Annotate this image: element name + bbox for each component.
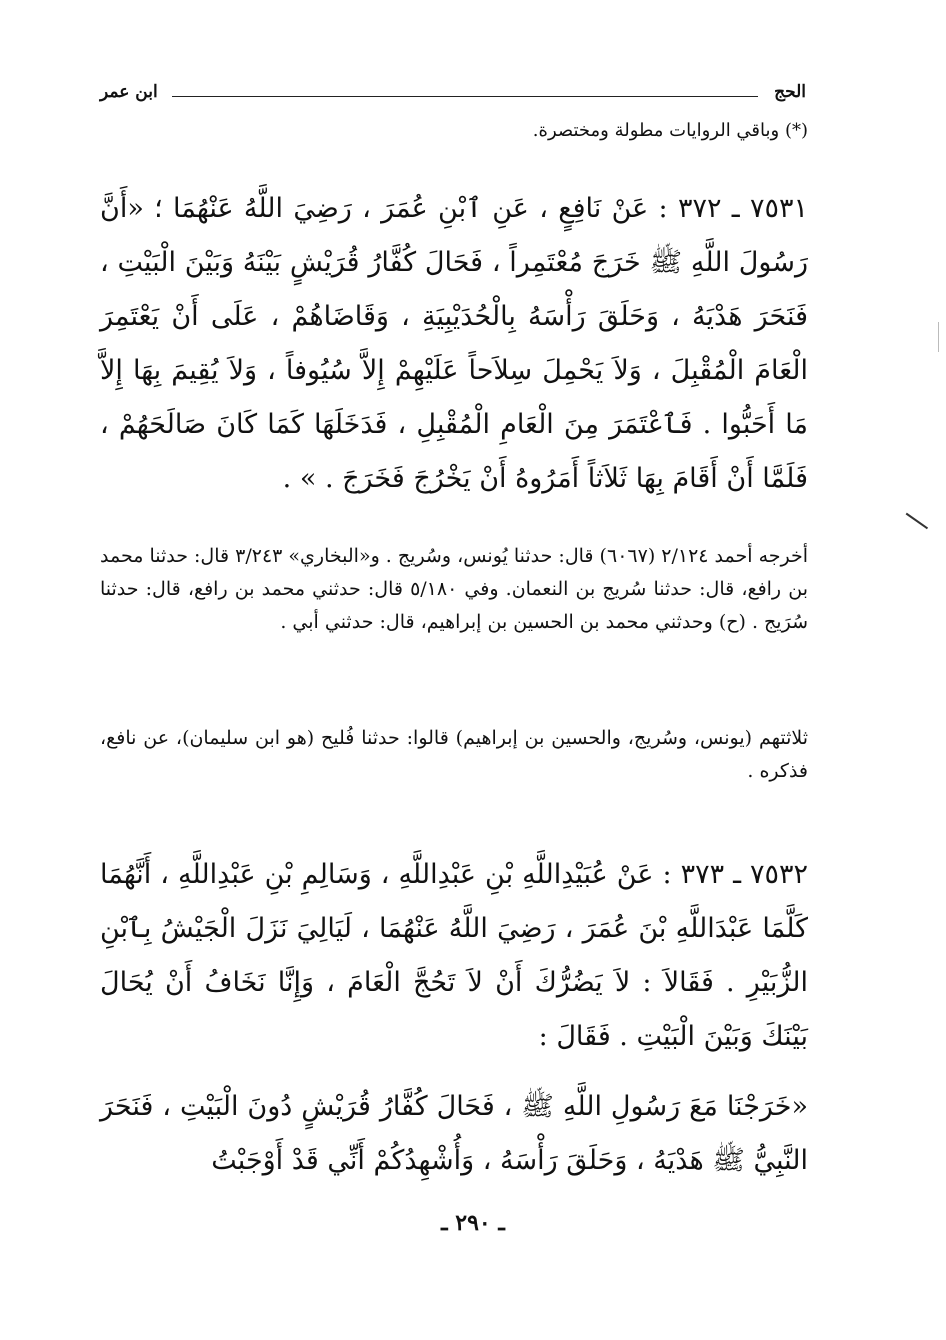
footnote-continuation: (*) وباقي الروايات مطولة ومختصرة. <box>532 120 808 141</box>
narrator-title: ابن عمر <box>100 82 158 102</box>
hadith-7531: ٧٥٣١ ـ ٣٧٢ : عَنْ نَافِعٍ ، عَنِ ٱبْنِ عُمَرَ ، رَضِيَ اللَّهُ عَنْهُمَا ؛ «أَنَّ رَسُولَ اللَّهِ ﷺ خَرَجَ مُعْتَمِراً ، فَحَالَ كُفَّارُ قُرَيْشٍ بَيْنَهُ وَبَيْنَ الْبَيْتِ ، فَنَحَرَ هَدْيَهُ ، وَحَلَقَ رَأْسَهُ بِالْحُدَيْبِيَةِ ، وَقَاضَاهُمْ ، عَلَى أَنْ يَعْتَمِرَ الْعَامَ الْمُقْبِلَ ، وَلاَ يَحْمِلَ سِلاَحاً عَلَيْهِمْ إِلاَّ سُيُوفاً ، وَلاَ يُقِيمَ بِهَا إِلاَّ مَا أَحَبُّوا . فَٱعْتَمَرَ مِنَ الْعَامِ الْمُقْبِلِ ، فَدَخَلَهَا كَمَا كَانَ صَالَحَهُمْ ، فَلَمَّا أَنْ أَقَامَ بِهَا ثَلاَثاً أَمَرُوهُ أَنْ يَخْرُجَ فَخَرَجَ . » . <box>100 193 809 494</box>
hadith-7532-intro: ٧٥٣٢ ـ ٣٧٣ : عَنْ عُبَيْدِاللَّهِ بْنِ عَبْدِاللَّهِ ، وَسَالِمِ بْنِ عَبْدِاللَّهِ ، أَنَّهُمَا كَلَّمَا عَبْدَاللَّهِ بْنَ عُمَرَ ، رَضِيَ اللَّهُ عَنْهُمَا ، لَيَالِيَ نَزَلَ الْجَيْشُ بِٱبْنِ الزُّبَيْرِ . فَقَالاَ : لاَ يَضُرُّكَ أَنْ لاَ تَحُجَّ الْعَامَ ، وَإِنَّا نَخَافُ أَنْ يُحَالَ بَيْنَكَ وَبَيْنَ الْبَيْتِ . فَقَالَ : <box>100 859 809 1052</box>
scan-mark <box>906 513 928 529</box>
running-header <box>100 82 806 112</box>
chapter-title: الحج <box>774 82 806 102</box>
scan-mark <box>938 322 939 352</box>
takhrij-7531-sources: أخرجه أحمد ٢/١٢٤ (٦٠٦٧) قال: حدثنا يُونس، وسُريج . و«البخاري» ٣/٢٤٣ قال: حدثنا محمد بن رافع، قال: حدثنا سُريج بن النعمان. وفي ٥/١٨٠ قال: حدثني محمد بن رافع، قال: حدثنا سُرَيج . (ح) وحدثني محمد بن الحسين بن إبراهيم، قال: حدثني أبي . <box>100 545 809 633</box>
takhrij-7531-summary: ثلاثتهم (يونس، وسُريج، والحسين بن إبراهيم) قالوا: حدثنا فُليح (هو ابن سليمان)، عن نافع، فذكره . <box>100 727 808 782</box>
page-number: ـ ٢٩٠ ـ <box>441 1210 505 1236</box>
header-rule <box>172 96 758 97</box>
hadith-7532-text: «خَرَجْنَا مَعَ رَسُولِ اللَّهِ ﷺ ، فَحَالَ كُفَّارُ قُرَيْشٍ دُونَ الْبَيْتِ ، فَنَحَرَ النَّبِيُّ ﷺ هَدْيَهُ ، وَحَلَقَ رَأْسَهُ ، وَأُشْهِدُكُمْ أَنِّي قَدْ أَوْجَبْتُ <box>100 1091 808 1176</box>
